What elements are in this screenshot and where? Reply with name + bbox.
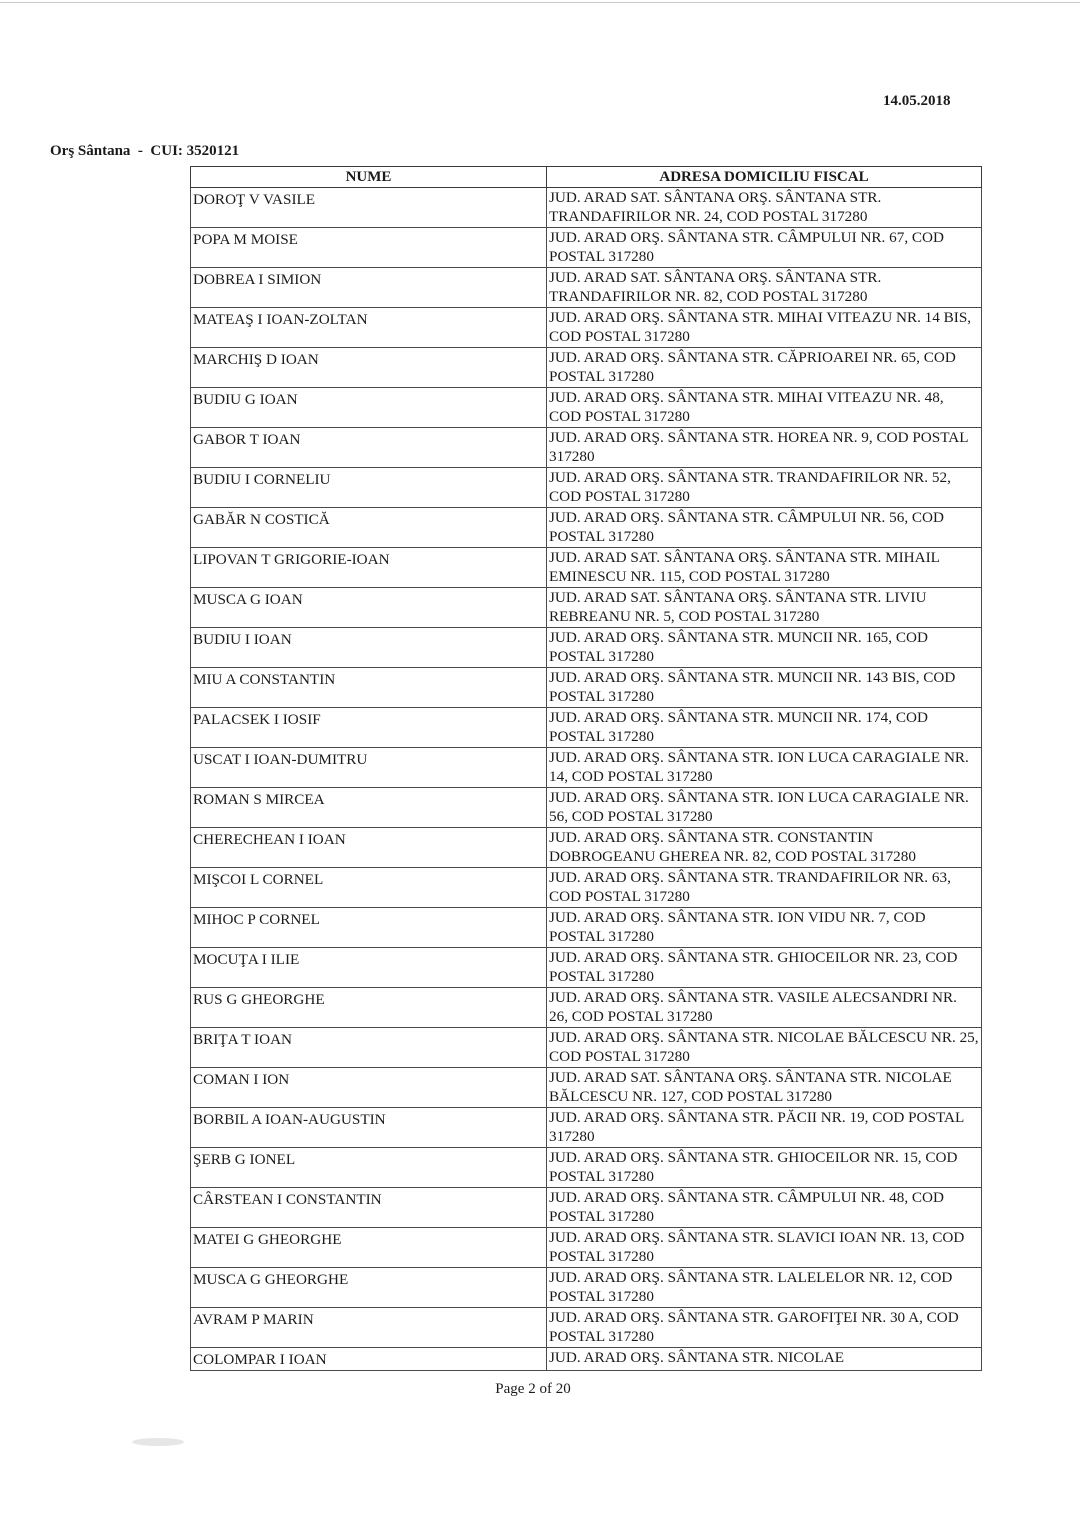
table-row: [191, 1028, 982, 1068]
cell-name: MUSCA G IOAN: [191, 588, 547, 628]
cell-address: JUD. ARAD ORŞ. SÂNTANA STR. MIHAI VITEAZU NR. 14 BIS, COD POSTAL 317280: [547, 308, 982, 348]
column-header-name: NUME: [191, 167, 547, 188]
cell-name: GABĂR N COSTICĂ: [191, 508, 547, 548]
cell-address: JUD. ARAD ORŞ. SÂNTANA STR. CĂPRIOAREI NR. 65, COD POSTAL 317280: [547, 348, 982, 388]
cell-address: JUD. ARAD ORŞ. SÂNTANA STR. GHIOCEILOR NR. 15, COD POSTAL 317280: [547, 1148, 982, 1188]
table-row: [191, 588, 982, 628]
cell-address: JUD. ARAD SAT. SÂNTANA ORŞ. SÂNTANA STR. LIVIU REBREANU NR. 5, COD POSTAL 317280: [547, 588, 982, 628]
document-header: Orş Sântana - CUI: 3520121: [50, 143, 240, 159]
table-row: [191, 468, 982, 508]
cell-address: JUD. ARAD ORŞ. SÂNTANA STR. CONSTANTIN DOBROGEANU GHEREA NR. 82, COD POSTAL 317280: [547, 828, 982, 868]
cell-name: BORBIL A IOAN-AUGUSTIN: [191, 1108, 547, 1148]
cell-address: JUD. ARAD ORŞ. SÂNTANA STR. HOREA NR. 9, COD POSTAL 317280: [547, 428, 982, 468]
table-row: [191, 988, 982, 1028]
table-row: [191, 308, 982, 348]
cell-address: JUD. ARAD ORŞ. SÂNTANA STR. CÂMPULUI NR. 67, COD POSTAL 317280: [547, 228, 982, 268]
cell-name: BUDIU G IOAN: [191, 388, 547, 428]
cell-address: JUD. ARAD ORŞ. SÂNTANA STR. MUNCII NR. 174, COD POSTAL 317280: [547, 708, 982, 748]
table-row: [191, 828, 982, 868]
cell-address: JUD. ARAD ORŞ. SÂNTANA STR. MUNCII NR. 165, COD POSTAL 317280: [547, 628, 982, 668]
cell-address: JUD. ARAD ORŞ. SÂNTANA STR. CÂMPULUI NR. 48, COD POSTAL 317280: [547, 1188, 982, 1228]
cell-address: JUD. ARAD ORŞ. SÂNTANA STR. ION LUCA CARAGIALE NR. 56, COD POSTAL 317280: [547, 788, 982, 828]
cell-name: BRIŢA T IOAN: [191, 1028, 547, 1068]
table-header-row: [191, 167, 982, 188]
cell-address: JUD. ARAD ORŞ. SÂNTANA STR. GAROFIŢEI NR. 30 A, COD POSTAL 317280: [547, 1308, 982, 1348]
table-row: [191, 748, 982, 788]
document-date: 14.05.2018: [883, 93, 951, 109]
table-row: [191, 268, 982, 308]
taxpayer-table: [190, 166, 982, 1371]
table-row: [191, 948, 982, 988]
cell-address: JUD. ARAD ORŞ. SÂNTANA STR. ION LUCA CARAGIALE NR. 14, COD POSTAL 317280: [547, 748, 982, 788]
table-row: [191, 1268, 982, 1308]
cell-name: DOBREA I SIMION: [191, 268, 547, 308]
table-row: [191, 1188, 982, 1228]
table-row: [191, 1308, 982, 1348]
page-number: Page 2 of 20: [495, 1381, 571, 1397]
cell-address: JUD. ARAD SAT. SÂNTANA ORŞ. SÂNTANA STR. NICOLAE BĂLCESCU NR. 127, COD POSTAL 317280: [547, 1068, 982, 1108]
cell-name: MIHOC P CORNEL: [191, 908, 547, 948]
table-row: [191, 388, 982, 428]
cell-address: JUD. ARAD SAT. SÂNTANA ORŞ. SÂNTANA STR. TRANDAFIRILOR NR. 82, COD POSTAL 317280: [547, 268, 982, 308]
cell-name: CÂRSTEAN I CONSTANTIN: [191, 1188, 547, 1228]
cell-name: ROMAN S MIRCEA: [191, 788, 547, 828]
table-body: [191, 188, 982, 1371]
cell-address: JUD. ARAD ORŞ. SÂNTANA STR. TRANDAFIRILOR NR. 63, COD POSTAL 317280: [547, 868, 982, 908]
cell-name: POPA M MOISE: [191, 228, 547, 268]
cell-name: MIŞCOI L CORNEL: [191, 868, 547, 908]
cell-name: PALACSEK I IOSIF: [191, 708, 547, 748]
cell-address: JUD. ARAD ORŞ. SÂNTANA STR. SLAVICI IOAN NR. 13, COD POSTAL 317280: [547, 1228, 982, 1268]
cell-address: JUD. ARAD ORŞ. SÂNTANA STR. TRANDAFIRILOR NR. 52, COD POSTAL 317280: [547, 468, 982, 508]
scan-smudge: [132, 1438, 184, 1446]
table-row: [191, 1108, 982, 1148]
cell-address: JUD. ARAD ORŞ. SÂNTANA STR. NICOLAE BĂLCESCU NR. 25, COD POSTAL 317280: [547, 1028, 982, 1068]
table-row: [191, 188, 982, 228]
cell-name: CHERECHEAN I IOAN: [191, 828, 547, 868]
table-row: [191, 428, 982, 468]
cell-name: BUDIU I CORNELIU: [191, 468, 547, 508]
cell-name: MIU A CONSTANTIN: [191, 668, 547, 708]
cell-name: DOROŢ V VASILE: [191, 188, 547, 228]
table-row: [191, 1228, 982, 1268]
table-row: [191, 508, 982, 548]
cell-address: JUD. ARAD SAT. SÂNTANA ORŞ. SÂNTANA STR. TRANDAFIRILOR NR. 24, COD POSTAL 317280: [547, 188, 982, 228]
cell-name: LIPOVAN T GRIGORIE-IOAN: [191, 548, 547, 588]
cell-address: JUD. ARAD ORŞ. SÂNTANA STR. CÂMPULUI NR. 56, COD POSTAL 317280: [547, 508, 982, 548]
column-header-address: ADRESA DOMICILIU FISCAL: [547, 167, 982, 188]
cell-name: ŞERB G IONEL: [191, 1148, 547, 1188]
cell-address: JUD. ARAD ORŞ. SÂNTANA STR. ION VIDU NR. 7, COD POSTAL 317280: [547, 908, 982, 948]
table-row: [191, 908, 982, 948]
table-row: [191, 788, 982, 828]
page-top-edge: [0, 2, 1080, 3]
table-row: [191, 668, 982, 708]
table-row: [191, 228, 982, 268]
table-row: [191, 548, 982, 588]
table-row: [191, 1068, 982, 1108]
cell-address: JUD. ARAD SAT. SÂNTANA ORŞ. SÂNTANA STR. MIHAIL EMINESCU NR. 115, COD POSTAL 317280: [547, 548, 982, 588]
table-row: [191, 708, 982, 748]
cell-name: USCAT I IOAN-DUMITRU: [191, 748, 547, 788]
cell-name: MARCHIŞ D IOAN: [191, 348, 547, 388]
cell-name: AVRAM P MARIN: [191, 1308, 547, 1348]
table-row: [191, 628, 982, 668]
cell-name: GABOR T IOAN: [191, 428, 547, 468]
table-row: [191, 1348, 982, 1371]
cell-address: JUD. ARAD ORŞ. SÂNTANA STR. MIHAI VITEAZU NR. 48, COD POSTAL 317280: [547, 388, 982, 428]
cell-address: JUD. ARAD ORŞ. SÂNTANA STR. PĂCII NR. 19, COD POSTAL 317280: [547, 1108, 982, 1148]
cell-address: JUD. ARAD ORŞ. SÂNTANA STR. NICOLAE: [547, 1348, 982, 1371]
cell-name: MOCUŢA I ILIE: [191, 948, 547, 988]
cell-address: JUD. ARAD ORŞ. SÂNTANA STR. GHIOCEILOR NR. 23, COD POSTAL 317280: [547, 948, 982, 988]
cell-name: MATEI G GHEORGHE: [191, 1228, 547, 1268]
cell-address: JUD. ARAD ORŞ. SÂNTANA STR. LALELELOR NR. 12, COD POSTAL 317280: [547, 1268, 982, 1308]
cell-address: JUD. ARAD ORŞ. SÂNTANA STR. VASILE ALECSANDRI NR. 26, COD POSTAL 317280: [547, 988, 982, 1028]
cell-name: BUDIU I IOAN: [191, 628, 547, 668]
cell-name: RUS G GHEORGHE: [191, 988, 547, 1028]
cell-address: JUD. ARAD ORŞ. SÂNTANA STR. MUNCII NR. 143 BIS, COD POSTAL 317280: [547, 668, 982, 708]
cell-name: MUSCA G GHEORGHE: [191, 1268, 547, 1308]
table-row: [191, 868, 982, 908]
table-row: [191, 348, 982, 388]
table-row: [191, 1148, 982, 1188]
cell-name: MATEAŞ I IOAN-ZOLTAN: [191, 308, 547, 348]
cell-name: COMAN I ION: [191, 1068, 547, 1108]
cell-name: COLOMPAR I IOAN: [191, 1348, 547, 1371]
